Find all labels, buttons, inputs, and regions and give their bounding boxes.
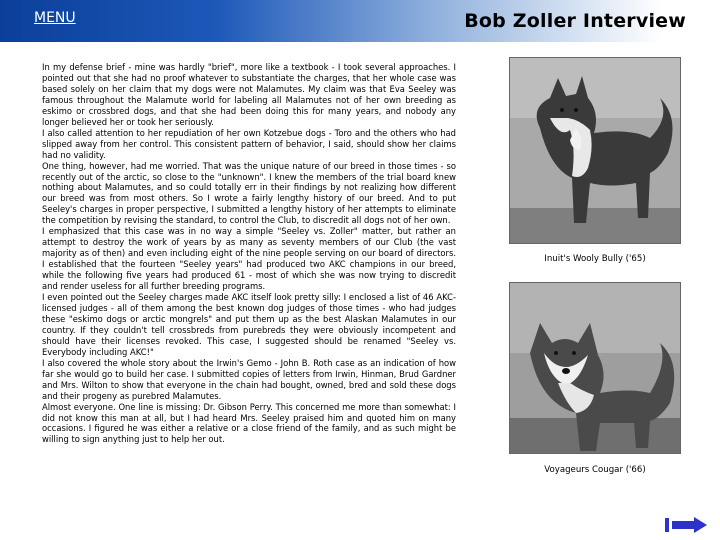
article-paragraph: One thing, however, had me worried. That was the unique nature of our breed in those times - so recently out of the arctic, so close to the "unknown". I knew the members of the trial board knew nothing about Malamutes, and so could totally err in their findings by not realizing how different our breed was from most others. So I wrote a fairly lengthy history of our breed. And to put Seeley's charges in proper perspective, I submitted a lengthy history of her attempts to eliminate the competition by revising the standard, to control the Club, to discredit all dogs not of her own. xyxy=(42,160,456,226)
article-paragraph: Almost everyone. One line is missing: Dr. Gibson Perry. This concerned me more than somewhat: I did not know this man at all, but I had heard Mrs. Seeley praised him and quoted him on many occasions. I figured he was either a relative or a close friend of the family, and as such might be willing to sign anything just to help her out. xyxy=(42,401,456,445)
dog-photo-voyageurs-cougar xyxy=(509,282,681,454)
next-slide-button[interactable] xyxy=(664,516,708,534)
article-paragraph: I also covered the whole story about the Irwin's Gemo - John B. Roth case as an indication of how far she would go to build her case. I submitted copies of letters from Irwin, Hinman, Brud Gardner and Mrs. Wilton to show that everyone in the chain had bought, owned, bred and sold these dogs and their progeny as purebred Malamutes. xyxy=(42,357,456,401)
article-paragraph: In my defense brief - mine was hardly "brief", more like a textbook - I took several approaches. I pointed out that she had no proof whatever to substantiate the charges, that her whole case was based solely on her claim that my dogs were not Malamutes. My claim was that Eva Seeley was famous throughout the Malamute world for labeling all Malamutes not of her own breeding as eskimo or crossbred dogs, and that she had been doing this for many years, and nobody any longer believed her or took her seriously. xyxy=(42,62,456,127)
malamute-portrait-image xyxy=(510,283,680,453)
photo-caption: Inuit's Wooly Bully ('65) xyxy=(544,254,646,264)
dog-photo-wooly-bully xyxy=(509,57,681,244)
photo-caption: Voyageurs Cougar ('66) xyxy=(544,465,646,475)
menu-link[interactable]: MENU xyxy=(34,10,76,26)
right-arrow-icon xyxy=(664,516,708,534)
article-paragraph: I also called attention to her repudiation of her own Kotzebue dogs - Toro and the others who had slipped away from her control. This consistent pattern of behavior, I said, should show her claims had no validity. xyxy=(42,127,456,160)
page-title: Bob Zoller Interview xyxy=(464,10,686,32)
article-paragraph: I emphasized that this case was in no way a simple "Seeley vs. Zoller" matter, but rather an attempt to destroy the work of years by as many as seventy members of our Club (the vast majority as of then) and even including eight of the nine people serving on our board of directors. I established that the fourteen "Seeley years" had produced two AKC champions in our breed, while the following five years had produced 61 - most of which she was now trying to discredit and render useless for all further breeding programs. xyxy=(42,226,456,292)
malamute-standing-image xyxy=(510,58,680,243)
article-paragraph: I even pointed out the Seeley charges made AKC itself look pretty silly: I enclosed a list of 46 AKC-licensed judges - all of them among the best known dog judges of those times - who had judges these "eskimo dogs or arctic mongrels" and put them up as the best Alaskan Malamutes in our country. If they couldn't tell crossbreds from purebreds they were obviously incompetent and should have their licenses revoked. This case, I suggested should be renamed "Seeley vs. Everybody including AKC!" xyxy=(42,292,456,357)
article-text xyxy=(42,62,456,445)
